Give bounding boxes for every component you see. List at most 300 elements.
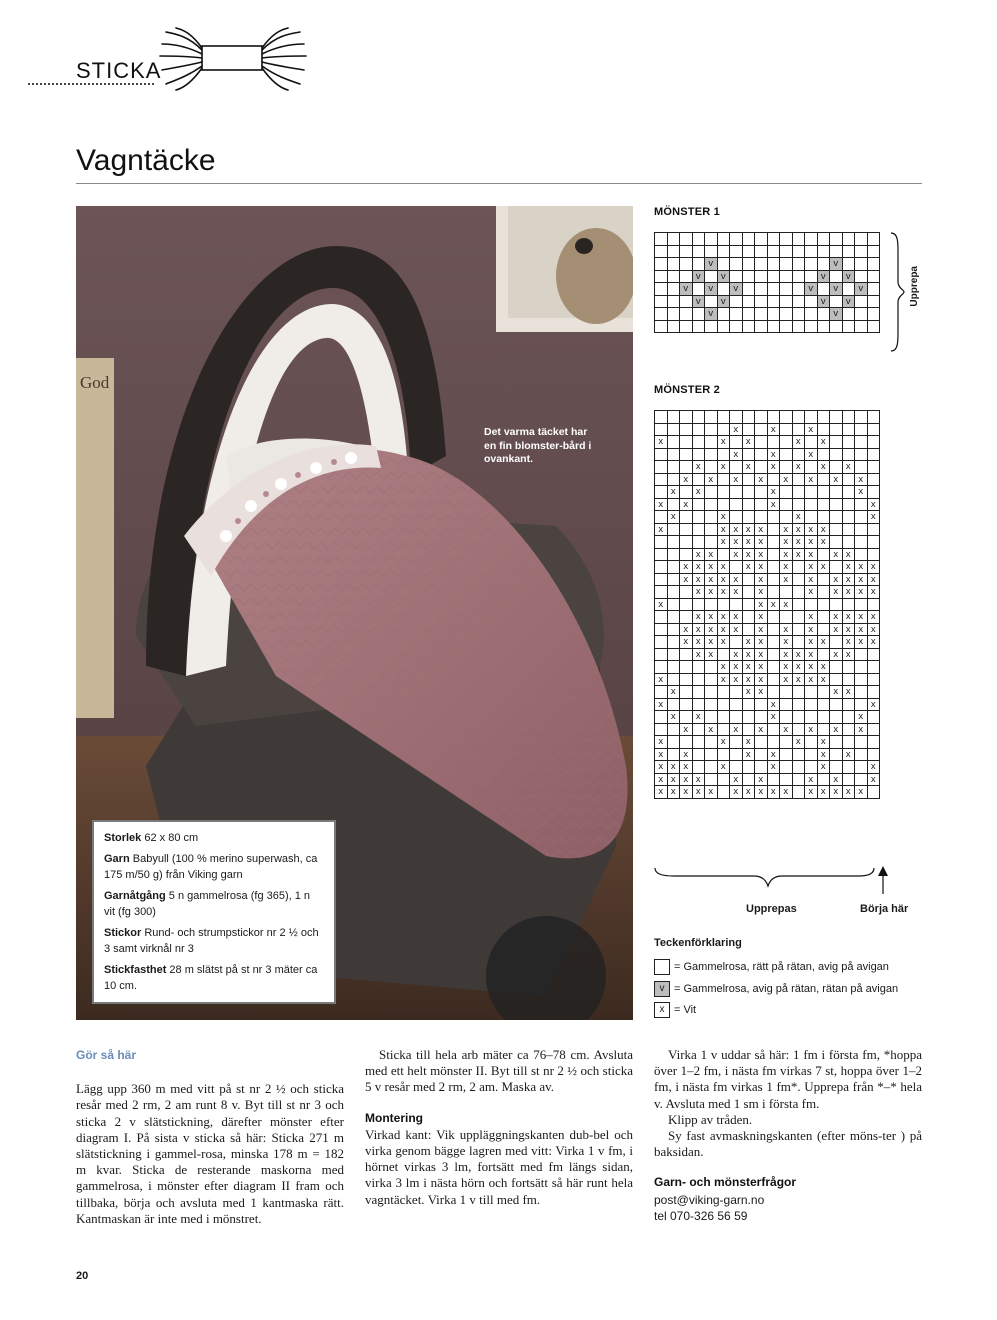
chart-cell <box>793 611 806 624</box>
chart-cell <box>868 246 881 259</box>
chart-cell: x <box>693 636 706 649</box>
chart-cell <box>818 246 831 259</box>
chart-cell <box>680 424 693 437</box>
chart-cell <box>680 436 693 449</box>
chart-cell <box>780 499 793 512</box>
chart-cell <box>718 774 731 787</box>
legend-item-plain: = Gammelrosa, rätt på rätan, avig på avigan <box>654 959 889 975</box>
chart-cell <box>830 661 843 674</box>
chart-cell <box>868 736 881 749</box>
chart-cell: x <box>805 524 818 537</box>
chart-cell: x <box>818 524 831 537</box>
chart-cell: x <box>705 574 718 587</box>
chart-cell <box>755 449 768 462</box>
chart-cell <box>843 321 856 334</box>
chart-cell <box>705 499 718 512</box>
chart-cell <box>668 296 681 309</box>
chart-cell <box>680 699 693 712</box>
chart-cell: x <box>868 574 881 587</box>
chart-cell: x <box>755 474 768 487</box>
chart-cell: x <box>730 624 743 637</box>
chart-cell <box>680 308 693 321</box>
chart-cell: x <box>730 649 743 662</box>
chart-cell <box>743 774 756 787</box>
chart-cell: x <box>855 636 868 649</box>
chart-cell <box>730 499 743 512</box>
chart-cell <box>780 436 793 449</box>
chart-cell <box>693 246 706 259</box>
chart-cell: x <box>868 624 881 637</box>
chart-cell: x <box>755 536 768 549</box>
chart-cell <box>818 699 831 712</box>
chart-cell <box>755 761 768 774</box>
chart-cell: x <box>793 524 806 537</box>
chart-cell: x <box>680 761 693 774</box>
chart-cell <box>805 699 818 712</box>
chart-cell <box>680 549 693 562</box>
chart2-grid <box>654 410 880 799</box>
chart-cell <box>855 233 868 246</box>
chart-cell <box>655 308 668 321</box>
chart-cell: x <box>743 786 756 799</box>
chart-cell <box>818 411 831 424</box>
chart-cell: x <box>830 611 843 624</box>
chart-cell <box>693 283 706 296</box>
chart-cell: x <box>705 724 718 737</box>
chart-cell <box>793 411 806 424</box>
chart-cell <box>818 586 831 599</box>
chart-cell <box>768 524 781 537</box>
chart-cell <box>793 474 806 487</box>
chart-cell <box>668 674 681 687</box>
chart-cell: v <box>830 258 843 271</box>
chart-cell: x <box>855 486 868 499</box>
chart-cell <box>855 246 868 259</box>
chart-cell <box>655 611 668 624</box>
chart-cell <box>793 308 806 321</box>
chart-cell <box>680 586 693 599</box>
chart-cell: x <box>868 761 881 774</box>
chart-cell: x <box>680 624 693 637</box>
chart-cell: x <box>718 574 731 587</box>
chart-cell <box>693 499 706 512</box>
chart-cell <box>730 271 743 284</box>
chart-cell: x <box>780 636 793 649</box>
chart-cell: x <box>855 711 868 724</box>
chart-cell: x <box>868 774 881 787</box>
chart-cell <box>868 486 881 499</box>
chart-cell <box>680 661 693 674</box>
chart-cell <box>755 711 768 724</box>
chart-cell <box>718 486 731 499</box>
chart-cell: x <box>743 649 756 662</box>
chart-cell <box>868 649 881 662</box>
page-title: Vagntäcke <box>76 144 216 177</box>
chart-cell: x <box>843 686 856 699</box>
chart-cell: x <box>830 686 843 699</box>
chart-cell: x <box>693 774 706 787</box>
chart-cell <box>705 461 718 474</box>
chart-cell: x <box>755 636 768 649</box>
chart-cell <box>768 321 781 334</box>
chart-cell <box>655 461 668 474</box>
chart-cell <box>768 258 781 271</box>
chart-cell <box>818 321 831 334</box>
chart-cell <box>830 699 843 712</box>
chart-cell: x <box>668 786 681 799</box>
chart-cell: x <box>780 599 793 612</box>
chart-cell: x <box>730 586 743 599</box>
chart-cell: x <box>718 511 731 524</box>
chart-cell: x <box>693 711 706 724</box>
chart-cell <box>668 624 681 637</box>
chart-cell: x <box>830 786 843 799</box>
chart-cell <box>818 499 831 512</box>
chart-cell: x <box>680 474 693 487</box>
chart-cell <box>780 586 793 599</box>
chart-cell <box>705 749 718 762</box>
chart-cell: v <box>693 296 706 309</box>
chart-cell <box>868 786 881 799</box>
chart-cell <box>755 461 768 474</box>
chart-cell: x <box>805 474 818 487</box>
chart-cell: x <box>743 636 756 649</box>
chart-cell <box>843 724 856 737</box>
chart-cell: x <box>805 586 818 599</box>
chart-cell <box>705 449 718 462</box>
chart-cell <box>855 411 868 424</box>
chart-cell: x <box>843 574 856 587</box>
chart-cell: x <box>768 699 781 712</box>
chart-cell <box>730 761 743 774</box>
chart-cell: x <box>768 424 781 437</box>
chart-cell: x <box>705 636 718 649</box>
header-dotted-rule <box>28 83 154 85</box>
chart-cell <box>843 499 856 512</box>
chart-cell <box>705 686 718 699</box>
contact-phone: tel 070-326 56 59 <box>654 1208 748 1223</box>
chart-cell <box>818 474 831 487</box>
chart-cell <box>868 674 881 687</box>
chart-cell <box>730 561 743 574</box>
chart-cell <box>780 411 793 424</box>
chart-cell <box>730 486 743 499</box>
chart-cell <box>793 574 806 587</box>
chart-cell <box>693 724 706 737</box>
chart-cell <box>818 649 831 662</box>
chart-cell: x <box>755 574 768 587</box>
chart-cell <box>843 524 856 537</box>
chart-cell <box>768 736 781 749</box>
chart-cell: x <box>855 611 868 624</box>
chart-cell <box>755 296 768 309</box>
book-title: God <box>80 373 110 392</box>
chart-cell <box>668 449 681 462</box>
chart-cell <box>705 271 718 284</box>
legend-title: Teckenförklaring <box>654 937 742 949</box>
info-gauge: Stickfasthet 28 m slätst på st nr 3 mäter ca 10 cm. <box>104 963 318 992</box>
chart-cell <box>718 233 731 246</box>
chart-cell: x <box>830 724 843 737</box>
chart-cell: v <box>705 283 718 296</box>
chart-cell <box>755 749 768 762</box>
chart-cell: x <box>818 736 831 749</box>
chart-cell <box>868 271 881 284</box>
chart-cell <box>668 699 681 712</box>
chart-cell <box>768 474 781 487</box>
chart-cell <box>730 736 743 749</box>
chart-cell <box>755 283 768 296</box>
chart-cell <box>705 599 718 612</box>
chart-cell <box>755 424 768 437</box>
chart-cell: x <box>668 486 681 499</box>
section-heading-instructions: Gör så här <box>76 1048 137 1062</box>
chart-cell <box>793 586 806 599</box>
chart-cell <box>793 711 806 724</box>
chart-cell <box>755 233 768 246</box>
chart-cell <box>730 636 743 649</box>
chart-cell <box>668 499 681 512</box>
chart-cell: x <box>655 599 668 612</box>
chart-cell <box>718 699 731 712</box>
chart-cell: x <box>780 624 793 637</box>
chart-cell <box>855 736 868 749</box>
chart-cell <box>655 549 668 562</box>
page-number: 20 <box>76 1270 89 1282</box>
chart-cell <box>693 258 706 271</box>
chart-cell: x <box>868 636 881 649</box>
chart-cell <box>843 233 856 246</box>
chart-cell <box>818 774 831 787</box>
chart-cell <box>830 761 843 774</box>
chart-cell: x <box>780 561 793 574</box>
chart-cell: x <box>730 549 743 562</box>
chart-cell <box>693 524 706 537</box>
chart-cell <box>830 636 843 649</box>
chart-cell: x <box>755 686 768 699</box>
chart-cell <box>855 674 868 687</box>
chart2-cells <box>654 410 880 799</box>
chart-cell <box>830 711 843 724</box>
chart-cell: x <box>868 611 881 624</box>
chart-cell: x <box>793 536 806 549</box>
chart-cell: x <box>843 749 856 762</box>
chart-cell <box>868 411 881 424</box>
chart-cell <box>680 449 693 462</box>
chart-cell <box>843 308 856 321</box>
chart-cell: x <box>730 661 743 674</box>
chart-cell <box>768 536 781 549</box>
chart-cell <box>818 724 831 737</box>
chart-cell <box>693 436 706 449</box>
chart-cell: v <box>693 271 706 284</box>
chart-cell <box>818 258 831 271</box>
chart-cell: x <box>855 474 868 487</box>
chart-cell: x <box>793 649 806 662</box>
chart-cell <box>693 749 706 762</box>
chart-cell: x <box>755 724 768 737</box>
chart-cell: x <box>843 461 856 474</box>
chart-cell: x <box>868 511 881 524</box>
chart-cell: x <box>668 711 681 724</box>
chart-cell: x <box>818 461 831 474</box>
chart-cell: x <box>805 611 818 624</box>
chart-cell <box>693 233 706 246</box>
chart-cell: x <box>693 624 706 637</box>
chart-cell <box>768 636 781 649</box>
chart-cell: x <box>655 736 668 749</box>
chart-cell <box>730 699 743 712</box>
chart-cell <box>855 258 868 271</box>
chart-cell <box>718 283 731 296</box>
chart-cell <box>768 296 781 309</box>
chart-cell <box>793 761 806 774</box>
chart-cell <box>780 686 793 699</box>
chart-cell: x <box>868 586 881 599</box>
chart-cell <box>793 271 806 284</box>
chart-cell: x <box>855 624 868 637</box>
chart-cell: x <box>655 749 668 762</box>
chart-cell <box>655 449 668 462</box>
chart-cell <box>718 786 731 799</box>
chart-cell: v <box>705 258 718 271</box>
chart-cell: x <box>755 524 768 537</box>
chart-cell <box>730 749 743 762</box>
chart1-cells <box>654 232 880 333</box>
chart1-repeat-label: Upprepa <box>909 266 920 307</box>
chart-cell <box>693 411 706 424</box>
chart-cell <box>718 424 731 437</box>
chart-cell: x <box>718 636 731 649</box>
chart-cell <box>693 599 706 612</box>
chart-cell <box>693 308 706 321</box>
chart-cell <box>855 424 868 437</box>
chart-cell <box>805 258 818 271</box>
chart1-grid <box>654 232 880 333</box>
chart-cell <box>668 283 681 296</box>
chart-cell: x <box>680 724 693 737</box>
chart-cell: x <box>793 736 806 749</box>
chart-cell <box>668 233 681 246</box>
chart-cell <box>830 449 843 462</box>
chart-cell: x <box>818 636 831 649</box>
chart-cell <box>780 296 793 309</box>
chart-cell: x <box>780 574 793 587</box>
chart-cell <box>680 461 693 474</box>
chart-cell <box>718 449 731 462</box>
chart-cell <box>855 511 868 524</box>
chart-cell <box>818 611 831 624</box>
chart-cell <box>780 308 793 321</box>
chart-cell: x <box>868 561 881 574</box>
chart-cell <box>680 296 693 309</box>
chart-cell <box>768 611 781 624</box>
chart-cell <box>680 599 693 612</box>
chart-cell: x <box>655 524 668 537</box>
chart-cell <box>680 524 693 537</box>
chart-cell <box>780 246 793 259</box>
chart-cell: x <box>668 686 681 699</box>
body-column-1 <box>76 1047 344 1227</box>
chart-cell <box>818 624 831 637</box>
chart-cell <box>655 724 668 737</box>
chart-cell: x <box>818 786 831 799</box>
chart-cell: v <box>718 296 731 309</box>
chart-cell <box>693 674 706 687</box>
chart-cell <box>868 711 881 724</box>
chart-cell <box>805 499 818 512</box>
chart-cell: x <box>705 561 718 574</box>
chart-cell: v <box>818 271 831 284</box>
chart-cell: x <box>843 624 856 637</box>
sew-edge-text: Sy fast avmaskningskanten (efter möns-ter ) på baksidan. <box>654 1128 922 1160</box>
chart1-repeat-bracket <box>890 232 906 352</box>
chart-cell: x <box>705 649 718 662</box>
chart-cell: x <box>655 499 668 512</box>
chart-cell <box>768 308 781 321</box>
chart-cell <box>830 749 843 762</box>
chart-cell <box>805 233 818 246</box>
chart-cell <box>780 271 793 284</box>
chart-cell <box>843 599 856 612</box>
chart-cell <box>818 486 831 499</box>
chart-cell: v <box>718 271 731 284</box>
chart-cell <box>718 246 731 259</box>
chart-cell <box>805 321 818 334</box>
chart-cell <box>743 271 756 284</box>
chart-cell <box>868 233 881 246</box>
chart-cell: v <box>805 283 818 296</box>
chart-cell <box>768 233 781 246</box>
chart-cell <box>805 511 818 524</box>
chart-cell: x <box>780 674 793 687</box>
chart-cell <box>868 599 881 612</box>
chart-cell <box>843 699 856 712</box>
chart-cell: x <box>793 661 806 674</box>
chart-cell <box>818 449 831 462</box>
chart-cell <box>718 474 731 487</box>
assembly-text: Virkad kant: Vik uppläggningskanten dub-bel och virka genom bägge lagren med vitt: Virka 1 v fm, i hörnet virkas 3 lm, fortsätt med fm längs sidan, virka 3 lm i nästa hörn och fortsätt så här runt hela vagntäcket. Virka 1 v till med fm. <box>365 1126 633 1207</box>
chart-cell: x <box>818 749 831 762</box>
chart-cell: v <box>680 283 693 296</box>
chart-cell: v <box>818 296 831 309</box>
chart-cell: x <box>768 486 781 499</box>
chart-cell: x <box>805 536 818 549</box>
chart-cell: x <box>805 549 818 562</box>
contact-email[interactable]: post@viking-garn.no <box>654 1192 765 1207</box>
chart-cell <box>680 321 693 334</box>
chart-cell <box>843 283 856 296</box>
chart-cell <box>780 611 793 624</box>
chart-cell: x <box>655 674 668 687</box>
chart-cell <box>868 549 881 562</box>
chart-cell: x <box>705 586 718 599</box>
chart-cell: x <box>818 761 831 774</box>
chart-cell <box>830 486 843 499</box>
chart-cell <box>818 574 831 587</box>
chart-cell: x <box>693 611 706 624</box>
chart-cell: x <box>718 761 731 774</box>
chart-cell <box>668 246 681 259</box>
chart-cell: x <box>693 549 706 562</box>
chart-cell <box>743 283 756 296</box>
chart-cell <box>755 258 768 271</box>
chart-cell <box>793 561 806 574</box>
chart-cell <box>693 536 706 549</box>
chart-cell: x <box>743 686 756 699</box>
chart-cell: x <box>768 599 781 612</box>
chart-cell <box>830 246 843 259</box>
